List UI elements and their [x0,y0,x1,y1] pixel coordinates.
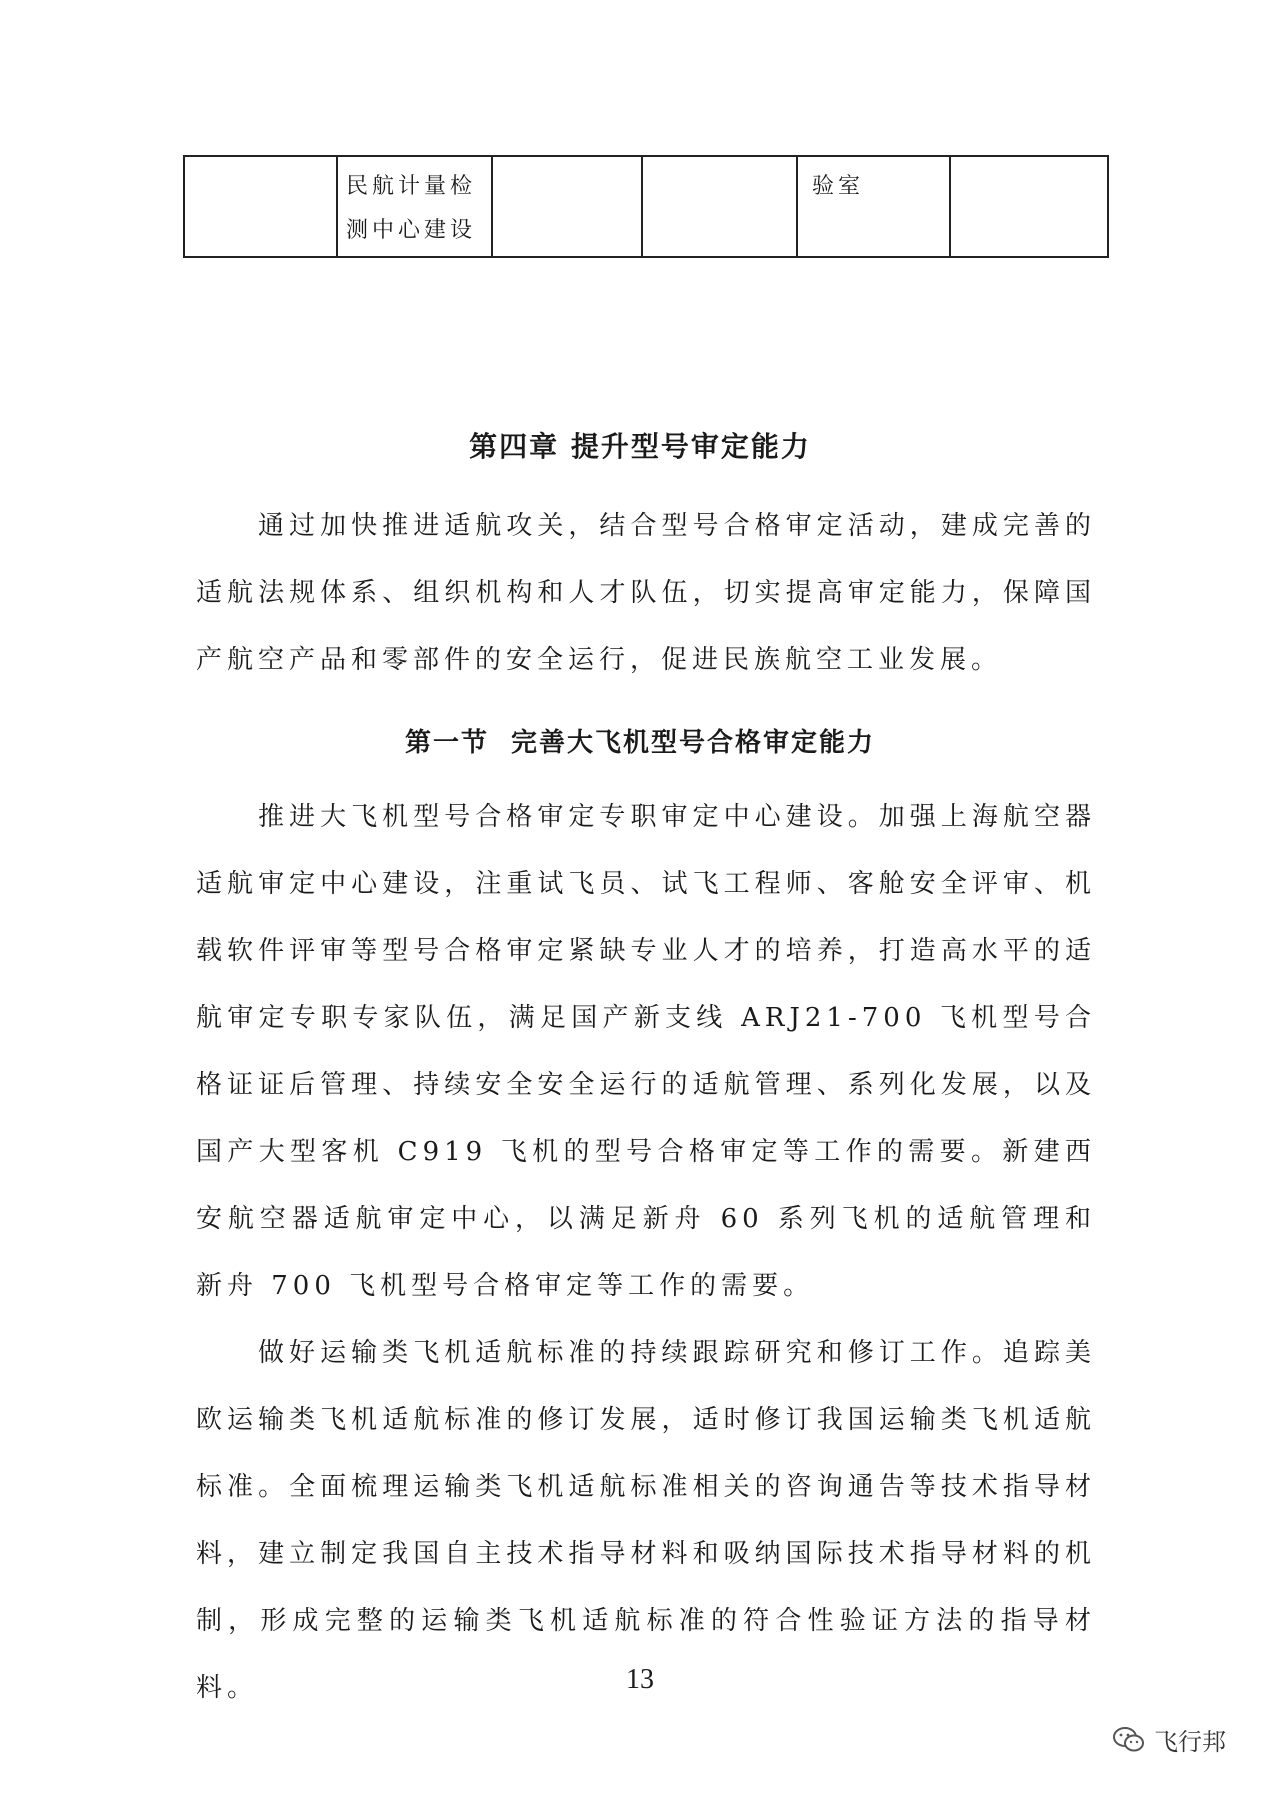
chapter-title: 第四章 提升型号审定能力 [469,430,811,463]
watermark-text: 飞行邦 [1154,1728,1226,1756]
paragraph: 做好运输类飞机适航标准的持续跟踪研究和修订工作。追踪美欧运输类飞机适航标准的修订发展，适时修订我国运输类飞机适航标准。全面梳理运输类飞机适航标准相关的咨询通告等技术指导材料，建立制定我国自主技术指导材料和吸纳国际技术指导材料的机制，形成完整的运输类飞机适航标准的符合性验证方法的指导材料。 [196,1338,1096,1703]
table-cell [642,156,797,257]
table-cell [950,156,1108,257]
section-title [0,722,1280,759]
wechat-icon [1112,1726,1146,1754]
section-number: 第一节 [404,728,489,758]
table-cell [492,156,642,257]
table [183,155,1109,258]
table-cell [184,156,337,257]
page-number: 13 [626,1664,654,1695]
table-cell: 验室 [797,156,950,257]
paragraph: 推进大飞机型号合格审定专职审定中心建设。加强上海航空器适航审定中心建设，注重试飞员、试飞工程师、客舱安全评审、机载软件评审等型号合格审定紧缺专业人才的培养，打造高水平的适航审定专职专家队伍，满足国产新支线 ARJ21-700 飞机型号合格证证后管理、持续安全安全运行的适航管理、系列化发展，以及国产大型客机 C919 飞机的型号合格审定等工作的需要。新建西安航空器适航审定中心，以满足新舟 60 系列飞机的适航管理和新舟 700 飞机型号合格审定等工作的需要。 [196,802,1096,1301]
watermark [1112,1722,1226,1757]
table-cell-line: 民航计量检 [346,174,477,199]
table-cell-line: 测中心建设 [346,218,477,243]
intro-paragraph: 通过加快推进适航攻关，结合型号合格审定活动，建成完善的适航法规体系、组织机构和人才队伍，切实提高审定能力，保障国产航空产品和零部件的安全运行，促进民族航空工业发展。 [196,511,1096,675]
section-heading: 完善大飞机型号合格审定能力 [511,728,876,758]
table-cell [337,156,492,257]
table-row [184,156,1108,257]
